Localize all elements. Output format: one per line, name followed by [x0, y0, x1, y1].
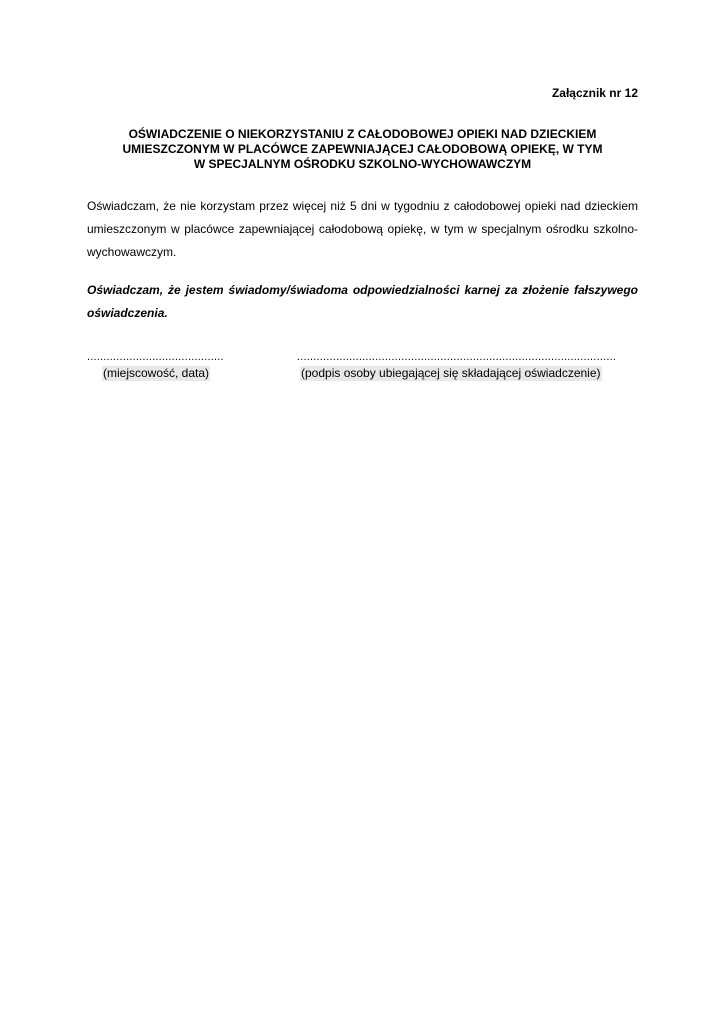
title-line-1: OŚWIADCZENIE O NIEKORZYSTANIU Z CAŁODOBOWEJ OPIEKI NAD DZIECKIEM	[128, 127, 597, 141]
document-title	[87, 127, 638, 172]
title-line-2: UMIESZCZONYM W PLACÓWCE ZAPEWNIAJĄCEJ CAŁODOBOWĄ OPIEKĘ, W TYM	[122, 142, 603, 156]
declaration-paragraph	[87, 195, 638, 264]
annex-label: Załącznik nr 12	[551, 86, 638, 100]
liability-paragraph	[87, 279, 638, 325]
declaration-line-3: wychowawczym.	[87, 245, 177, 259]
place-date-field: ..........................................	[87, 351, 224, 363]
signature-field: ..................................................................................................	[297, 351, 617, 363]
place-date-caption: (miejscowość, data)	[103, 366, 210, 380]
signature-caption: (podpis osoby ubiegającej się składającej oświadczenie)	[301, 366, 601, 380]
liability-line-2: oświadczenia.	[87, 306, 168, 320]
liability-line-1: Oświadczam, że jestem świadomy/świadoma odpowiedzialności karnej za złożenie fałszywego	[87, 283, 638, 297]
declaration-line-2: umieszczonym w placówce zapewniającej całodobową opiekę, w tym w specjalnym ośrodku szkolno-	[87, 222, 638, 236]
title-line-3: W SPECJALNYM OŚRODKU SZKOLNO-WYCHOWAWCZYM	[193, 157, 532, 171]
declaration-line-1: Oświadczam, że nie korzystam przez więcej niż 5 dni w tygodniu z całodobowej opieki nad dzieckiem	[87, 199, 638, 213]
